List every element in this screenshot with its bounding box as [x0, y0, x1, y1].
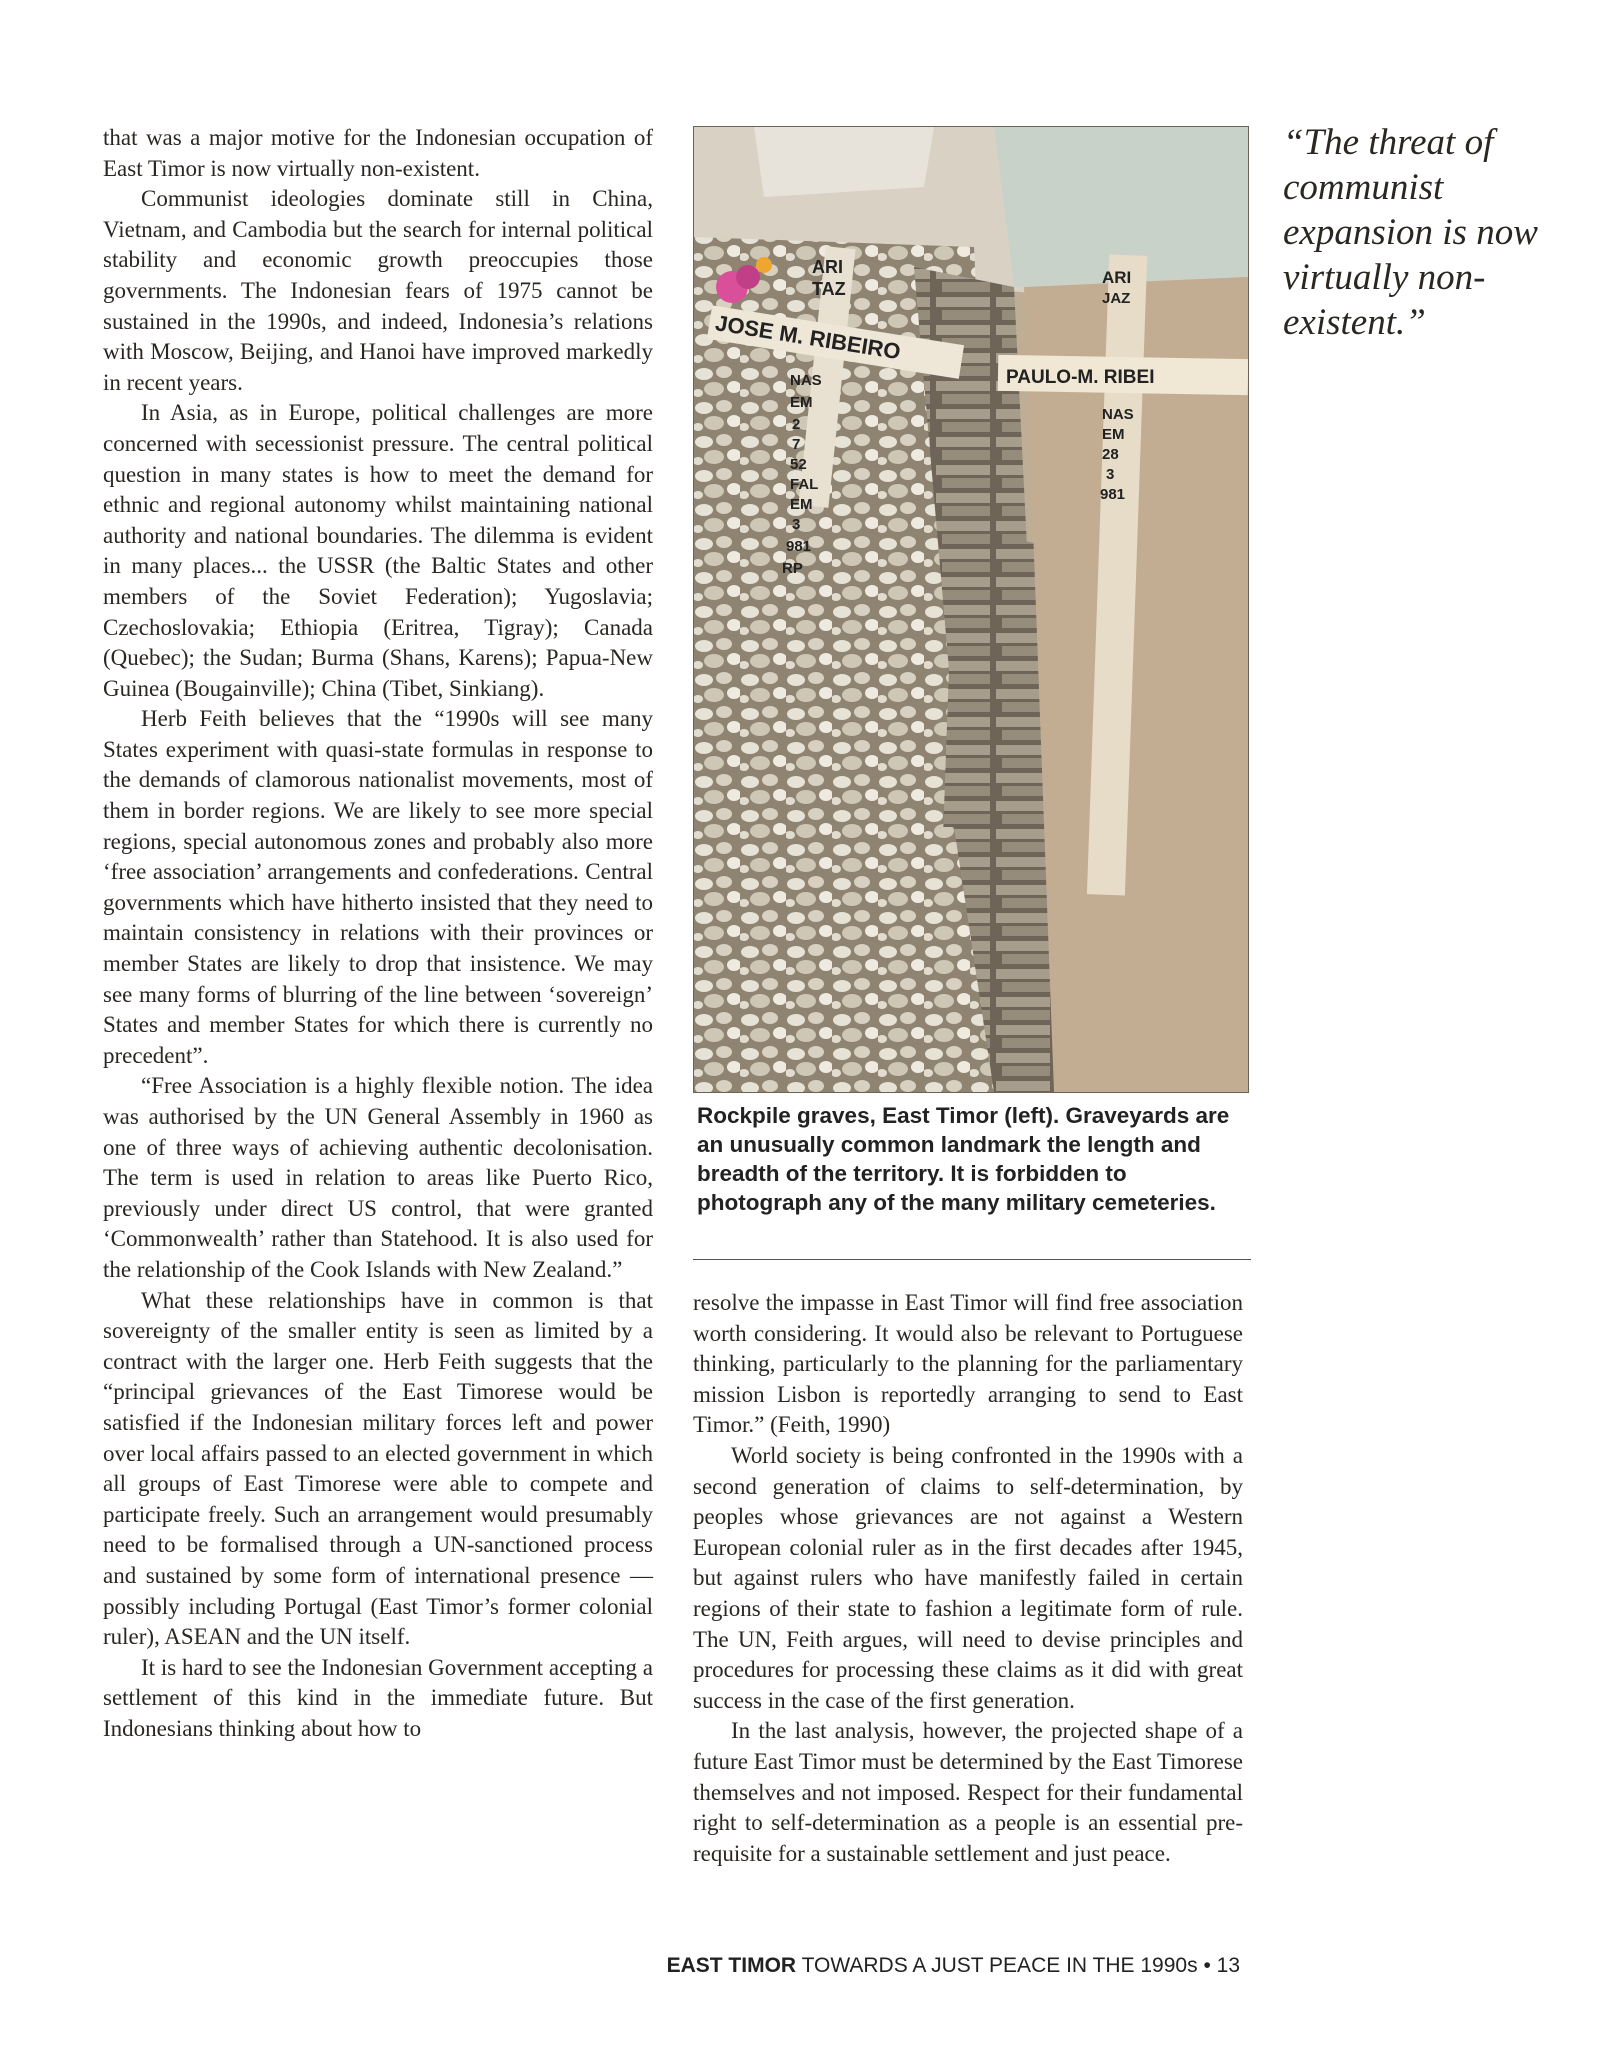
footer-title: TOWARDS A JUST PEACE IN THE 1990s	[801, 1954, 1198, 1977]
left-cross-line: EM	[790, 496, 813, 513]
right-cross-line: EM	[1102, 426, 1125, 443]
paragraph: What these relationships have in common is that sovereignty of the smaller entity is seen as limited by a contract with the larger one. Herb Feith suggests that the “principal grievances of the East Timorese would be satisfied if the Indonesian military forces left and power over local affairs passed to an elected government in which all groups of East Timorese were able to compete and participate freely. Such an arrangement would presumably need to be formalised through a UN-sanctioned process and sustained by some form of international presence — possibly including Portugal (East Timor’s former colonial ruler), ASEAN and the UN itself.	[103, 1287, 653, 1650]
paragraph: In Asia, as in Europe, political challenges are more concerned with secessionist pressure. The central political question in many states is how to meet the demand for ethnic and regional autonomy whilst maintaining national authority and national boundaries. The dilemma is evident in many places... the USSR (the Baltic States and other members of the Soviet Federation); Yugoslavia; Czechoslovakia; Ethiopia (Eritrea, Tigray); Canada (Quebec); the Sudan; Burma (Shans, Karens); Papua-New Guinea (Bougainville); China (Tibet, Sinkiang).	[103, 400, 653, 701]
right-cross-line: NAS	[1102, 406, 1134, 423]
paragraph: Herb Feith believes that the “1990s will see many States experiment with quasi-state formulas in response to the demands of clamorous nationalist movements, most of them in border regions. We are likely to see more special regions, special autonomous zones and probably also more ‘free association’ arrangements and confederations. Central governments which have hitherto insisted that they need to maintain consistency in relations with their provinces or member States are likely to drop that insistence. We may see many forms of blurring of the line between ‘sovereign’ States and member States for which there is currently no precedent”.	[103, 706, 653, 1068]
left-cross-line: 3	[792, 516, 801, 533]
paragraph: Communist ideologies dominate still in China, Vietnam, and Cambodia but the search for internal political stability and economic growth preoccupies those governments. The Indonesian fears of 1975 cannot be sustained in the 1990s, and indeed, Indonesia’s relations with Moscow, Beijing, and Hanoi have improved markedly in recent years.	[103, 186, 653, 395]
paragraph: In the last analysis, however, the projected shape of a future East Timor must be determined by the East Timorese themselves and not imposed. Respect for their fundamental right to self-determination as a people is an essential pre-requisite for a sustainable settlement and just peace.	[693, 1718, 1243, 1866]
photo-caption: Rockpile graves, East Timor (left). Graveyards are an unusually common landmark the length and breadth of the territory. It is forbidden to photograph any of the many military cemeteries.	[697, 1103, 1230, 1215]
paragraph: World society is being confronted in the 1990s with a second generation of claims to self-determination, by peoples whose grievances are not against a Western European colonial ruler as in the first decades after 1945, but against rulers who have manifestly failed in certain regions of their state to fashion a legitimate form of rule. The UN, Feith argues, will need to devise principles and procedures for processing these claims as it did with great success in the case of the first generation.	[693, 1442, 1243, 1713]
right-cross-line: 28	[1102, 446, 1119, 463]
graves-photo-illustration	[694, 127, 1248, 1092]
paragraph: resolve the impasse in East Timor will find free association worth considering. It would also be relevant to Portuguese thinking, particularly to the planning for the parliamentary mission Lisbon is reportedly arranging to send to East Timor.” (Feith, 1990)	[693, 1290, 1243, 1438]
page-footer	[640, 1954, 1240, 1978]
paragraph: “Free Association is a highly flexible notion. The idea was authorised by the UN General Assembly in 1960 as one of three ways of achieving authentic decolonisation. The term is used in relation to areas like Puerto Rico, previously under direct US control, that were granted ‘Commonwealth’ rather than Statehood. It is also used for the relationship of the Cook Islands with New Zealand.”	[103, 1073, 653, 1282]
right-cross-line: 981	[1100, 486, 1126, 503]
left-cross-line: 2	[792, 416, 801, 433]
right-cross-top2-text: JAZ	[1102, 290, 1131, 307]
left-cross-top-text: ARI	[812, 257, 843, 277]
pull-quote: “The threat of communist expansion is now virtually non-existent.”	[1283, 122, 1538, 343]
left-cross-name: JOSE M. RIBEIRO	[713, 310, 903, 365]
left-cross-line: NAS	[790, 372, 822, 389]
paragraph: It is hard to see the Indonesian Government accepting a settlement of this kind in the immediate future. But Indonesians thinking about how to	[103, 1654, 653, 1741]
left-cross-line: 7	[792, 436, 801, 453]
footer-bullet: •	[1203, 1954, 1211, 1977]
page-number: 13	[1216, 1954, 1240, 1977]
left-cross-line: 52	[790, 456, 807, 473]
footer-brand: EAST TIMOR	[666, 1954, 797, 1977]
right-cross-name: PAULO-M. RIBEI	[1006, 367, 1155, 388]
caption-divider	[693, 1259, 1251, 1260]
left-cross-line: 981	[786, 538, 812, 555]
graves-photo	[693, 126, 1249, 1093]
right-cross-top-text: ARI	[1102, 268, 1132, 287]
left-text-column	[103, 123, 653, 1744]
left-cross-line: RP	[782, 560, 803, 577]
left-cross-top2-text: TAZ	[812, 279, 846, 299]
paragraph: that was a major motive for the Indonesian occupation of East Timor is now virtually non-existent.	[103, 125, 653, 181]
left-cross-line: EM	[790, 394, 813, 411]
right-cross-line: 3	[1106, 466, 1115, 483]
left-cross-line: FAL	[790, 476, 819, 493]
right-text-column	[693, 1288, 1243, 1869]
